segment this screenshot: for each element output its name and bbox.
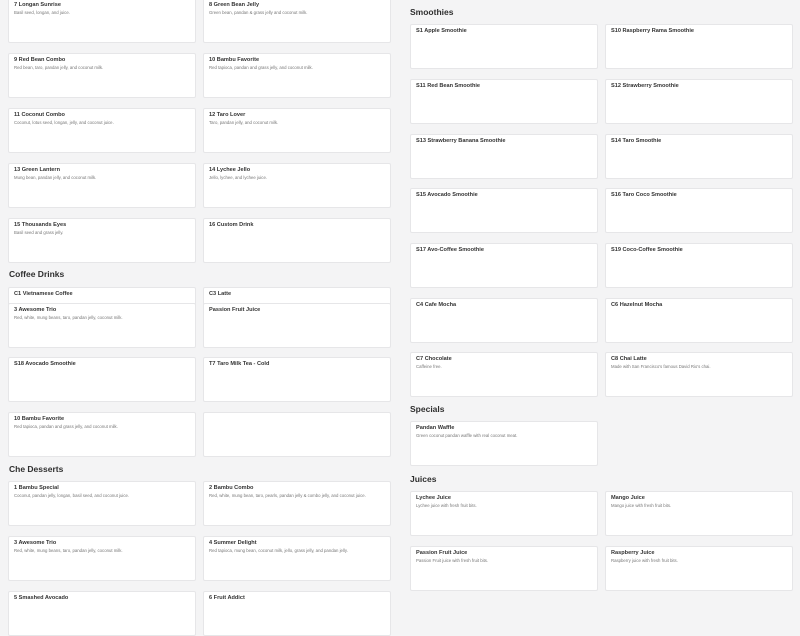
item-name: Passion Fruit Juice	[416, 550, 468, 556]
item-name: 5 Smashed Avocado	[14, 595, 69, 601]
menu-item-card[interactable]	[605, 79, 793, 124]
item-name: 3 Awesome Trio	[14, 307, 57, 313]
menu-item-card[interactable]	[410, 24, 598, 69]
menu-item-card[interactable]	[8, 303, 196, 348]
item-name: Pandan Waffle	[416, 425, 455, 431]
menu-item-card[interactable]	[410, 298, 598, 343]
item-description: Basil seed, longan, and juice.	[14, 10, 70, 15]
item-description: Red bean, taro, pandan jelly, and coconut milk.	[14, 65, 104, 70]
item-name: C6 Hazelnut Mocha	[611, 302, 663, 308]
item-name: 8 Green Bean Jelly	[209, 2, 260, 8]
item-name: 9 Red Bean Combo	[14, 57, 66, 63]
menu-item-card[interactable]	[605, 188, 793, 233]
menu-item-card[interactable]	[203, 536, 391, 581]
item-description: Green coconut pandan waffle with real coconut meat.	[416, 433, 518, 438]
menu-item-card[interactable]	[410, 352, 598, 397]
menu-item-card[interactable]	[410, 134, 598, 179]
item-name: 10 Bambu Favorite	[209, 57, 260, 63]
item-name: 12 Taro Lover	[209, 112, 246, 118]
item-description: Jello, lychee, and lychee juice.	[209, 175, 268, 180]
item-name: S14 Taro Smoothie	[611, 138, 662, 144]
menu-item-card[interactable]	[410, 79, 598, 124]
section-title-specials: Specials	[410, 404, 445, 414]
item-name: S17 Avo-Coffee Smoothie	[416, 247, 484, 253]
item-description: Red, white, mung beans, taro, pandan jelly, coconut milk.	[14, 315, 123, 320]
item-description: Caffeine free.	[416, 364, 442, 369]
item-description: Red tapioca, pandan and grass jelly, and coconut milk.	[209, 65, 313, 70]
menu-item-card[interactable]	[605, 24, 793, 69]
item-name: S15 Avocado Smoothie	[416, 192, 478, 198]
item-name: S16 Taro Coco Smoothie	[611, 192, 677, 198]
menu-item-card[interactable]	[410, 491, 598, 536]
item-name: C7 Chocolate	[416, 356, 452, 362]
item-name: 14 Lychee Jello	[209, 167, 251, 173]
item-description: Mango juice with fresh fruit bits.	[611, 503, 672, 508]
item-description: Red tapioca, pandan and grass jelly, and coconut milk.	[14, 424, 118, 429]
item-name: S19 Coco-Coffee Smoothie	[611, 247, 683, 253]
menu-item-card[interactable]	[203, 0, 391, 43]
item-name: C1 Vietnamese Coffee	[14, 291, 73, 297]
menu-item-card[interactable]	[8, 536, 196, 581]
item-description: Passion Fruit juice with fresh fruit bits.	[416, 558, 489, 563]
item-name: 6 Fruit Addict	[209, 595, 245, 601]
menu-item-card[interactable]	[8, 108, 196, 153]
item-name: 16 Custom Drink	[209, 222, 254, 228]
menu-item-card[interactable]	[410, 546, 598, 591]
item-name: S13 Strawberry Banana Smoothie	[416, 138, 506, 144]
item-name: 13 Green Lantern	[14, 167, 61, 173]
menu-item-card[interactable]	[605, 491, 793, 536]
item-description: Basil seed and grass jelly.	[14, 230, 64, 235]
menu-item-card[interactable]	[8, 481, 196, 526]
item-name: Raspberry Juice	[611, 550, 655, 556]
menu-item-card[interactable]	[605, 243, 793, 288]
item-name: 1 Bambu Special	[14, 485, 59, 491]
item-name: Mango Juice	[611, 495, 645, 501]
menu-item-card[interactable]	[605, 352, 793, 397]
item-description: Made with San Francisco's famous David Rio's chai.	[611, 364, 711, 369]
item-name: S1 Apple Smoothie	[416, 28, 467, 34]
item-name: 4 Summer Delight	[209, 540, 257, 546]
item-description: Mung bean, pandan jelly, and coconut milk.	[14, 175, 97, 180]
menu-item-card[interactable]	[203, 412, 391, 457]
item-name: S10 Raspberry Rama Smoothie	[611, 28, 695, 34]
item-name: C4 Cafe Mocha	[416, 302, 457, 308]
menu-item-card[interactable]	[203, 53, 391, 98]
menu-item-card[interactable]	[605, 546, 793, 591]
menu-item-card[interactable]	[410, 421, 598, 466]
item-description: Raspberry juice with fresh fruit bits.	[611, 558, 678, 563]
item-name: S18 Avocado Smoothie	[14, 361, 76, 367]
menu-item-card[interactable]	[8, 163, 196, 208]
menu-item-card[interactable]	[203, 218, 391, 263]
menu-item-card[interactable]	[8, 53, 196, 98]
item-description: Lychee juice with fresh fruit bits.	[416, 503, 477, 508]
item-name: S11 Red Bean Smoothie	[416, 83, 481, 89]
item-name: Lychee Juice	[416, 495, 451, 501]
item-name: 7 Longan Sunrise	[14, 2, 61, 8]
menu-item-card[interactable]	[605, 134, 793, 179]
menu-item-card[interactable]	[8, 591, 196, 636]
item-name: 11 Coconut Combo	[14, 112, 65, 118]
item-description: Red, white, mung beans, taro, pandan jelly, coconut milk.	[14, 548, 123, 553]
menu-item-card[interactable]	[203, 357, 391, 402]
item-name: 10 Bambu Favorite	[14, 416, 65, 422]
menu-item-card[interactable]	[410, 188, 598, 233]
item-description: Green bean, pandan & grass jelly and coconut milk.	[209, 10, 308, 15]
item-name: 2 Bambu Combo	[209, 485, 254, 491]
item-name: T7 Taro Milk Tea - Cold	[209, 361, 270, 367]
item-description: Coconut, lotus seed, longan, jelly, and coconut juice.	[14, 120, 114, 125]
menu-item-card[interactable]	[203, 163, 391, 208]
section-title-coffee: Coffee Drinks	[9, 269, 65, 279]
menu-item-card[interactable]	[203, 481, 391, 526]
item-name: S12 Strawberry Smoothie	[611, 83, 679, 89]
menu-item-card[interactable]	[203, 303, 391, 348]
menu-item-card[interactable]	[8, 357, 196, 402]
item-description: Red, white, mung bean, taro, pearls, pandan jelly & combo jelly, and coconut juice.	[209, 493, 366, 498]
menu-item-card[interactable]	[8, 218, 196, 263]
item-description: Taro, pandan jelly, and coconut milk.	[209, 120, 279, 125]
section-title-smoothies: Smoothies	[410, 7, 454, 17]
menu-item-card[interactable]	[8, 0, 196, 43]
menu-item-card[interactable]	[605, 298, 793, 343]
item-description: Coconut, pandan jelly, longan, basil seed, and coconut juice.	[14, 493, 130, 498]
item-name: 15 Thousands Eyes	[14, 222, 67, 228]
menu-item-card[interactable]	[410, 243, 598, 288]
item-name: C3 Latte	[209, 291, 232, 297]
menu-item-card[interactable]	[203, 591, 391, 636]
section-title-che: Che Desserts	[9, 464, 64, 474]
item-name: C8 Chai Latte	[611, 356, 647, 362]
item-name: Passion Fruit Juice	[209, 307, 261, 313]
item-name: 3 Awesome Trio	[14, 540, 57, 546]
menu-item-card[interactable]	[203, 108, 391, 153]
menu-item-card[interactable]	[8, 412, 196, 457]
section-title-juices: Juices	[410, 474, 437, 484]
item-description: Red tapioca, mung bean, coconut milk, jello, grass jelly, and pandan jelly.	[209, 548, 348, 553]
